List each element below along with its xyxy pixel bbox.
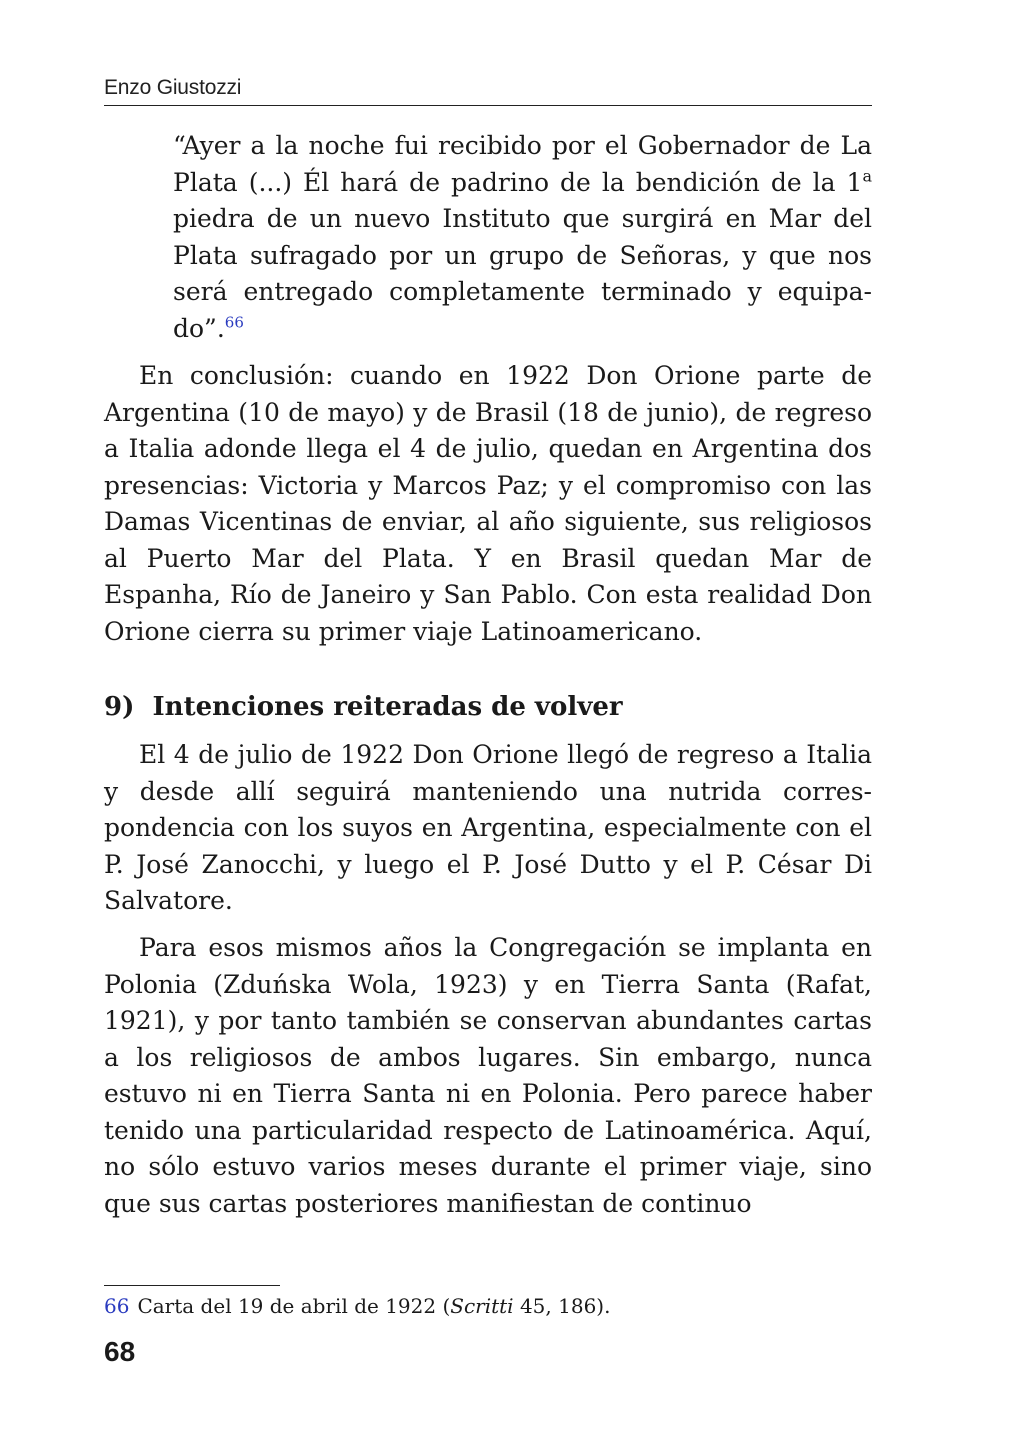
footnote-italic-title: Scritti (450, 1294, 514, 1318)
quote-text-part1: “Ayer a la noche fui recibido por el Gobernador de La Plata (...) Él hará de padrino de la bendición de la 1 (173, 131, 872, 197)
footnote-ref-66[interactable]: 66 (224, 313, 244, 332)
paragraph-return: El 4 de julio de 1922 Don Orione llegó de regreso a Italia y desde allí seguirá manteniendo una nutrida correspondencia con los suyos en Argentina, especialmente con el P. José Zanocchi, y luego el P. José Dutto y el P. César Di Salvatore. (104, 740, 872, 915)
footnote-text-before: Carta del 19 de abril de 1922 ( (137, 1294, 451, 1318)
footnote-text-after: 45, 186). (513, 1294, 611, 1318)
quote-ordinal: a (862, 166, 872, 186)
running-header (104, 72, 872, 106)
section-heading (104, 688, 872, 726)
section-number: 9) (104, 692, 135, 722)
page-number: 68 (104, 1336, 136, 1367)
section-title: Intenciones reiteradas de volver (152, 692, 623, 722)
footnote-number[interactable]: 66 (104, 1294, 130, 1318)
paragraph-congregation: Para esos mismos años la Congregación se implanta en Polonia (Zduńska Wola, 1923) y en Tierra Santa (Rafat, 1921), y por tanto también se conservan abundantes cartas a los religiosos de ambos lugares. Sin embargo, nunca estuvo ni en Tierra Santa ni en Polonia. Pero parece haber tenido una particularidad respecto de Latinoamérica. Aquí, no sólo estuvo varios meses durante el primer viaje, sino que sus cartas posteriores manifiestan de continuo (104, 933, 872, 1218)
quote-text-part2: piedra de un nuevo Instituto que surgirá en Mar del Plata sufragado por un grupo de Señoras, y que nos será entregado completamente terminado y equipado”. (173, 204, 872, 343)
block-quote (173, 128, 872, 347)
header-author: Enzo Giustozzi (104, 76, 242, 99)
paragraph-conclusion: En conclusión: cuando en 1922 Don Orione parte de Argentina (10 de mayo) y de Brasil (18 de junio), de regreso a Italia adonde llega el 4 de julio, quedan en Argentina dos presencias: Victoria y Marcos Paz; y el compromiso con las Damas Vicentinas de enviar, al año siguiente, sus religiosos al Puerto Mar del Plata. Y en Brasil quedan Mar de Espanha, Río de Janeiro y San Pablo. Con esta realidad Don Orione cierra su primer viaje Latinoamericano. (104, 361, 872, 646)
footnote (104, 1291, 872, 1321)
footnote-divider (104, 1285, 280, 1286)
